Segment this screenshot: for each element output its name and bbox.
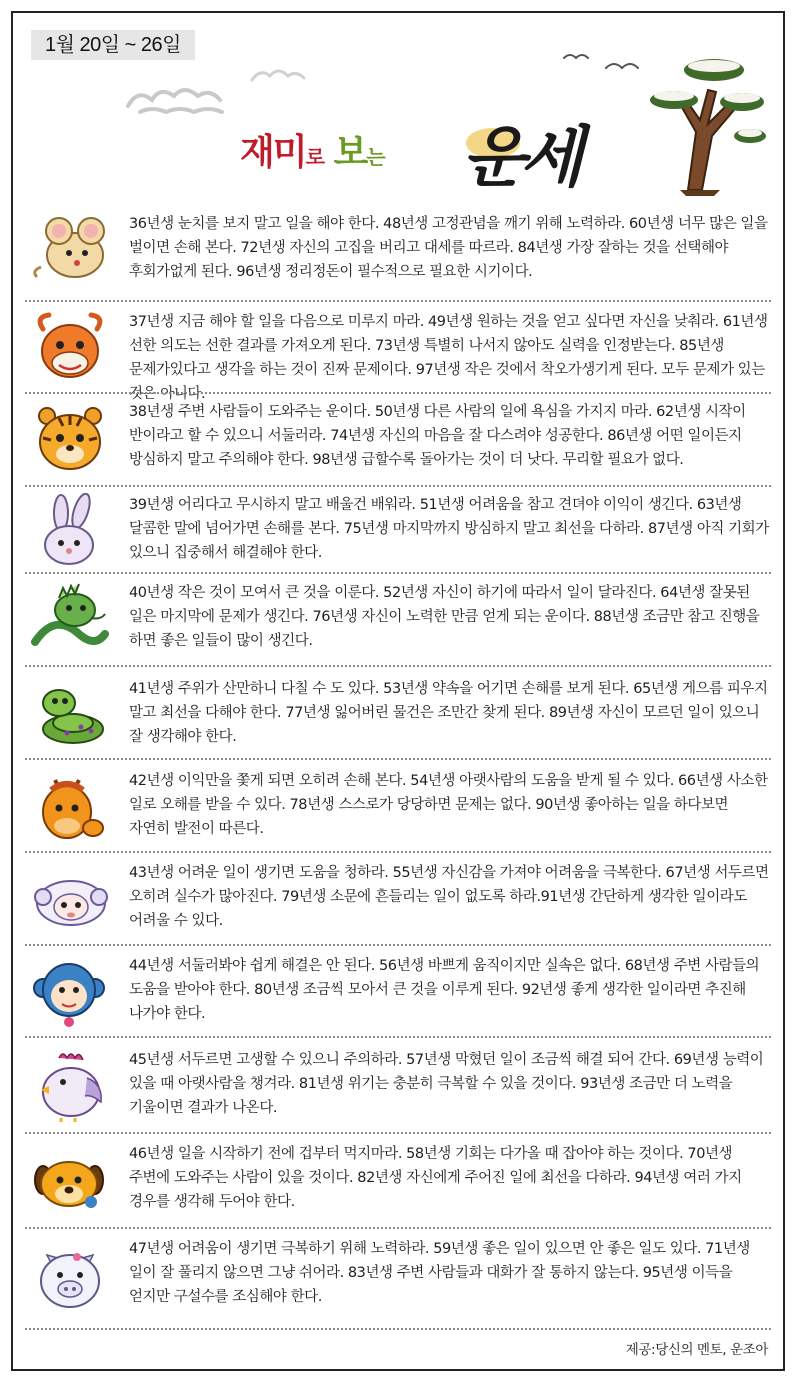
list-item: [25, 851, 771, 944]
pig-icon: [29, 1239, 111, 1315]
list-item: [25, 300, 771, 402]
list-item: [25, 1036, 771, 1132]
fortune-text: 47년생 어려움이 생기면 극복하기 위해 노력하라. 59년생 좋은 일이 있으면 안 좋은 일도 있다. 71년생 일이 잘 풀리지 않으면 그냥 쉬어라. 83년생 주변 사람들과 대화가 잘 통하지 않는다. 95년생 이득을 얻지만 구설수를 조심해야 한다.: [129, 1241, 750, 1305]
ox-icon: [29, 311, 111, 387]
rabbit-icon: [29, 493, 111, 569]
rat-icon: [29, 211, 111, 287]
monkey-icon: [29, 954, 111, 1030]
footer-divider: [25, 1328, 771, 1330]
cloud-decoration-icon: [120, 78, 240, 118]
list-item: [25, 485, 771, 572]
fortune-text: 46년생 일을 시작하기 전에 겁부터 먹지마라. 58년생 기회는 다가올 때 잡아야 하는 것이다. 70년생 주변에 도와주는 사람이 있을 것이다. 82년생 자신에게 주어진 일에 최선을 다하라. 94년생 여러 가지 경우를 생각해 두어야 한다.: [129, 1146, 742, 1210]
list-item: [25, 1132, 771, 1227]
fortune-text: 44년생 서둘러봐야 쉽게 해결은 안 된다. 56년생 바쁘게 움직이지만 실속은 없다. 68년생 주변 사람들의 도움을 받아야 한다. 80년생 조금씩 모아서 큰 것을 이루게 된다. 92년생 좋게 생각한 일이라면 추진해 나가야 한다.: [129, 958, 760, 1022]
fortune-text: 42년생 이익만을 쫓게 되면 오히려 손해 본다. 54년생 아랫사람의 도움을 받게 될 수 있다. 66년생 사소한 일로 오해를 받을 수 있다. 78년생 스스로가 당당하면 문제는 없다. 90년생 좋아하는 일을 하다보면 자연히 발전이 따른다.: [129, 773, 768, 837]
fortune-text: 45년생 서두르면 고생할 수 있으니 주의하라. 57년생 막혔던 일이 조금씩 해결 되어 간다. 69년생 능력이 있을 때 아랫사람을 챙겨라. 81년생 위기는 충분히 극복할 수 있을 것이다. 93년생 조금만 더 노력을 기울이면 결과가 나온다.: [129, 1052, 764, 1116]
list-item: [25, 665, 771, 758]
fortune-text: 38년생 주변 사람들이 도와주는 운이다. 50년생 다른 사람의 일에 욕심을 가지지 마라. 62년생 시작이 반이라고 할 수 있으니 서둘러라. 74년생 자신의 마음을 잘 다스려야 성공한다. 86년생 어떤 일이든지 방심하지 말고 주의해야 한다. 98년생 급할수록 돌아가는 것이 더 낫다. 무리할 필요가 없다.: [129, 404, 746, 468]
fortune-text: 41년생 주위가 산만하니 다칠 수 도 있다. 53년생 약속을 어기면 손해를 보게 된다. 65년생 게으름 피우지 말고 최선을 다해야 한다. 77년생 잃어버린 물건은 조만간 찾게 된다. 89년생 자신이 모르던 일이 있으니 잘 생각해야 한다.: [129, 681, 768, 745]
horse-icon: [29, 770, 111, 846]
fortune-text: 43년생 어려운 일이 생기면 도움을 청하라. 55년생 자신감을 가져야 어려움을 극복한다. 67년생 서두르면 오히려 실수가 많아진다. 79년생 소문에 흔들리는 일이 없도록 하라.91년생 간단하게 생각한 일이라도 어려울 수 있다.: [129, 865, 769, 929]
list-item: [25, 392, 771, 485]
title-main-word: 운세: [462, 118, 578, 196]
list-item: [25, 572, 771, 665]
fortune-text: 36년생 눈치를 보지 말고 일을 해야 한다. 48년생 고정관념을 깨기 위해 노력하라. 60년생 너무 많은 일을 벌이면 손해 본다. 72년생 자신의 고집을 버리고 대세를 따르라. 84년생 가장 잘하는 것을 선택해야 후회가없게 된다. 96년생 정리정돈이 필수적으로 필요한 시기이다.: [129, 216, 768, 280]
fortune-list: [25, 201, 771, 1321]
sheep-icon: [29, 863, 111, 939]
cloud-decoration-icon: [248, 62, 308, 88]
pine-tree-icon: [630, 40, 770, 200]
tiger-icon: [29, 402, 111, 478]
dragon-icon: [29, 582, 111, 658]
page-title: [240, 98, 620, 196]
list-item: [25, 1227, 771, 1321]
dog-icon: [29, 1144, 111, 1220]
fortune-text: 40년생 작은 것이 모여서 큰 것을 이룬다. 52년생 자신이 하기에 따라서 일이 달라진다. 64년생 잘못된 일은 마지막에 문제가 생긴다. 76년생 자신이 노력한 만큼 얻게 되는 운이다. 88년생 조금만 참고 진행을 하면 좋은 일들이 많이 생긴다.: [129, 585, 760, 649]
fortune-text: 37년생 지금 해야 할 일을 다음으로 미루지 마라. 49년생 원하는 것을 얻고 싶다면 자신을 낮춰라. 61년생 선한 의도는 선한 결과를 가져오게 된다. 73년생 특별히 나서지 않아도 실력을 인정받는다. 85년생 문제가있다고 생각을 하는 것이 진짜 문제이다. 97년생 작은 것에서 착오가생기게 된다. 모두 문제가 있는 것은 아니다.: [129, 314, 768, 402]
title-prefix: 재미로 보는: [240, 132, 384, 173]
fortune-text: 39년생 어리다고 무시하지 말고 배울건 배워라. 51년생 어려움을 참고 견뎌야 이익이 생긴다. 63년생 달콤한 말에 넘어가면 손해를 본다. 75년생 마지막까지 방심하지 말고 최선을 다하라. 87년생 아직 기회가 있으니 집중해서 해결해야 한다.: [129, 497, 769, 561]
list-item: [25, 944, 771, 1036]
credit-text: 제공:당신의 멘토, 운조아: [625, 1342, 768, 1358]
snake-icon: [29, 677, 111, 753]
list-item: [25, 201, 771, 300]
list-item: [25, 758, 771, 851]
rooster-icon: [29, 1048, 111, 1124]
date-range-badge: 1월 20일 ~ 26일: [31, 30, 195, 60]
